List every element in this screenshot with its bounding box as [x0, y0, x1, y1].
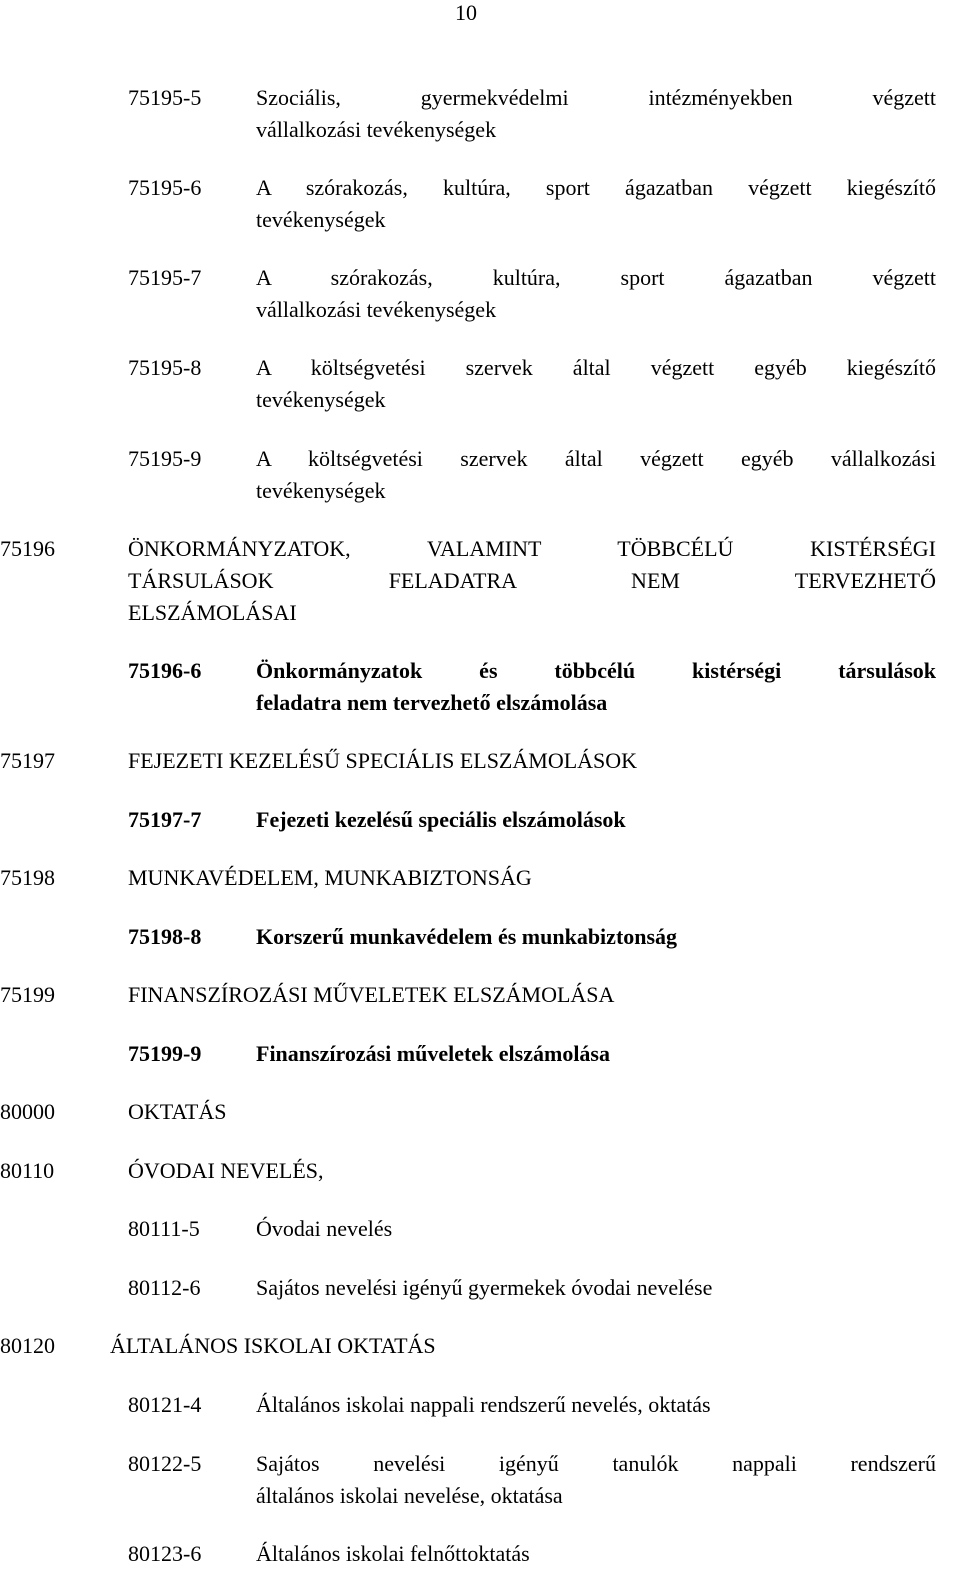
section-title: OKTATÁS — [128, 1099, 227, 1124]
section-title: TÁRSULÁSOK FELADATRA NEM TERVEZHETŐ — [128, 568, 936, 593]
entry-text: Fejezeti kezelésű speciális elszámolások — [256, 807, 626, 832]
entry-text: Általános iskolai felnőttoktatás — [256, 1541, 530, 1566]
entry-code: 75197-7 — [128, 807, 202, 832]
section-title: ÓVODAI NEVELÉS, — [128, 1158, 324, 1183]
section-title: ÁLTALÁNOS ISKOLAI OKTATÁS — [110, 1333, 436, 1358]
section-code: 75197 — [0, 748, 55, 773]
section-title: MUNKAVÉDELEM, MUNKABIZTONSÁG — [128, 865, 532, 890]
entry-text-line — [256, 82, 936, 114]
entry-text: Sajátos nevelési igényű gyermekek óvodai nevelése — [256, 1275, 713, 1300]
entry-code: 80112-6 — [128, 1275, 201, 1300]
entry-code: 75195-9 — [128, 446, 202, 471]
entry-text: tevékenységek — [256, 387, 386, 412]
section-code: 75199 — [0, 982, 55, 1007]
entry-code: 75195-8 — [128, 355, 202, 380]
entry-text: A szórakozás, kultúra, sport ágazatban végzett — [256, 265, 936, 290]
section-title: ELSZÁMOLÁSAI — [128, 600, 297, 625]
page-number: 10 — [455, 0, 477, 25]
entry-text: A költségvetési szervek által végzett egyéb vállalkozási — [256, 446, 936, 471]
entry-code: 80122-5 — [128, 1451, 202, 1476]
entry-code: 80121-4 — [128, 1392, 202, 1417]
section-code: 75198 — [0, 865, 55, 890]
section-code: 80110 — [0, 1158, 55, 1183]
entry-text: Finanszírozási műveletek elszámolása — [256, 1041, 610, 1066]
entry-code: 80111-5 — [128, 1216, 200, 1241]
section-title: ÖNKORMÁNYZATOK, VALAMINT TÖBBCÉLÚ KISTÉRSÉGI — [128, 536, 936, 561]
entry-text: Általános iskolai nappali rendszerű nevelés, oktatás — [256, 1392, 711, 1417]
entry-text: A szórakozás, kultúra, sport ágazatban végzett kiegészítő — [256, 175, 936, 200]
entry-text: vállalkozási tevékenységek — [256, 297, 497, 322]
section-code: 80120 — [0, 1333, 55, 1358]
entry-text: Szociális, gyermekvédelmi intézményekben végzett — [256, 85, 936, 110]
section-title: FINANSZÍROZÁSI MŰVELETEK ELSZÁMOLÁSA — [128, 982, 615, 1007]
entry-code: 75195-6 — [128, 175, 202, 200]
entry-text: tevékenységek — [256, 478, 386, 503]
entry-text: A költségvetési szervek által végzett egyéb kiegészítő — [256, 355, 936, 380]
entry-code: 75195-5 — [128, 85, 202, 110]
entry-text: Korszerű munkavédelem és munkabiztonság — [256, 924, 678, 949]
section-title: FEJEZETI KEZELÉSŰ SPECIÁLIS ELSZÁMOLÁSOK — [128, 748, 638, 773]
section-code: 75196 — [0, 536, 55, 561]
entry-text: tevékenységek — [256, 207, 386, 232]
entry-text: általános iskolai nevelése, oktatása — [256, 1483, 563, 1508]
entry-code: 75198-8 — [128, 924, 202, 949]
entry-text: Sajátos nevelési igényű tanulók nappali rendszerű — [256, 1451, 936, 1476]
entry-code: 80123-6 — [128, 1541, 202, 1566]
entry-text: vállalkozási tevékenységek — [256, 117, 497, 142]
entry-code: 75195-7 — [128, 265, 202, 290]
section-code: 80000 — [0, 1099, 55, 1124]
entry-text: Óvodai nevelés — [256, 1216, 393, 1241]
entry-text: feladatra nem tervezhető elszámolása — [256, 690, 608, 715]
entry-code: 75196-6 — [128, 658, 202, 683]
entry-code: 75199-9 — [128, 1041, 202, 1066]
entry-text: Önkormányzatok és többcélú kistérségi társulások — [256, 658, 936, 683]
